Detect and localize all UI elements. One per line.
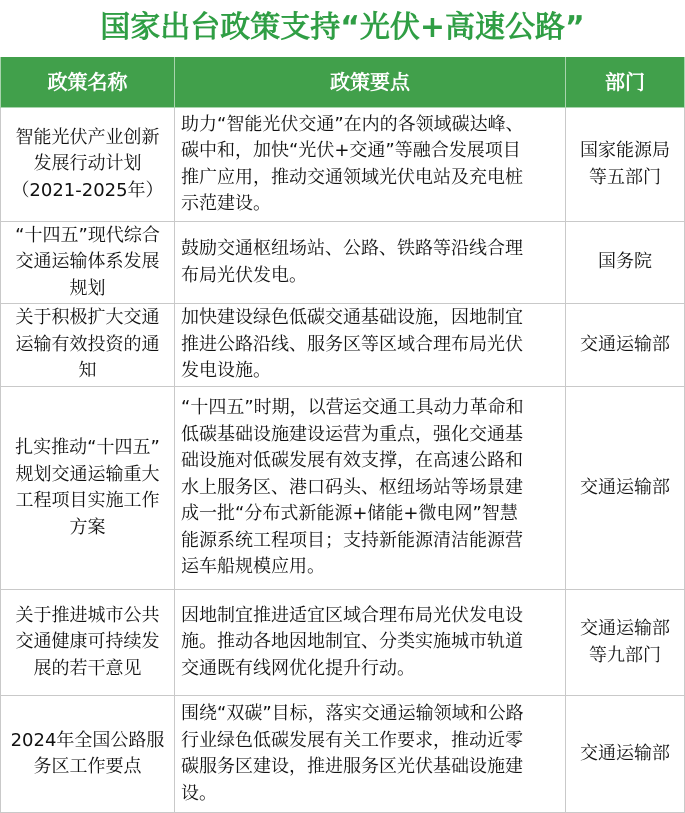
policy-points-line: 鼓励交通枢纽场站、公路、铁路等沿线合理	[181, 238, 523, 259]
policy-points-line: 运车船规模应用。	[181, 556, 325, 578]
department-cell	[566, 108, 685, 222]
department-line: 交通运输部	[580, 742, 670, 764]
table-row	[0, 696, 685, 813]
policy-points-line: 施。推动各地因地制宜、分类实施城市轨道	[181, 631, 523, 653]
policy-points-line: 交通既有线网优化提升行动。	[181, 657, 415, 679]
policy-name-line: 关于推进城市公共	[15, 604, 160, 626]
policy-points-line: 能源系统工程项目；支持新能源清洁能源营	[181, 529, 523, 551]
policy-table	[0, 57, 685, 813]
policy-name-line: 关于积极扩大交通	[15, 307, 160, 329]
department-cell	[566, 304, 685, 387]
policy-points-line: 示范建设。	[181, 193, 271, 214]
policy-points-line: 推进公路沿线、服务区等区域合理布局光伏	[181, 333, 523, 355]
policy-points-line: 布局光伏发电。	[181, 264, 307, 286]
policy-name-line: 展的若干意见	[33, 657, 142, 679]
policy-name-line: （2021-2025年）	[11, 179, 164, 201]
policy-points-line: 碳中和，加快“光伏+交通”等融合发展项目	[181, 140, 521, 161]
policy-points-line: 围绕“双碳”目标，落实交通运输领域和公路	[181, 703, 524, 724]
policy-name-line: 规划	[69, 277, 106, 299]
department-line: 交通运输部	[580, 333, 670, 355]
department-line: 国家能源局	[580, 140, 670, 161]
policy-name-cell	[0, 108, 175, 222]
policy-name-line: 工程项目实施工作	[15, 490, 160, 511]
policy-name-line: 扎实推动“十四五”	[15, 437, 160, 458]
policy-points-cell	[175, 387, 566, 590]
policy-points-cell	[175, 222, 566, 304]
policy-points-line: 水上服务区、港口码头、枢纽场站等场景建	[181, 476, 523, 498]
policy-points-line: 发电设施。	[181, 360, 271, 382]
table-row	[0, 590, 685, 696]
policy-points-cell	[175, 108, 566, 222]
policy-name-line: 交通运输体系发展	[15, 251, 160, 273]
department-line: 国务院	[598, 251, 652, 273]
policy-points-line: 低碳基础设施建设运营为重点，强化交通基	[181, 423, 523, 445]
department-line: 等九部门	[589, 644, 661, 666]
department-line: 交通运输部	[580, 476, 670, 498]
department-cell	[566, 590, 685, 696]
policy-points-line: 推广应用，推动交通领域光伏电站及充电桩	[181, 166, 523, 188]
policy-name-line: 务区工作要点	[33, 756, 142, 777]
policy-points-line: 助力“智能光伏交通”在内的各领域碳达峰、	[181, 113, 524, 135]
policy-name-line: “十四五”现代综合	[15, 224, 160, 246]
department-cell	[566, 696, 685, 813]
policy-name-line: 规划交通运输重大	[15, 463, 160, 485]
policy-name-line: 运输有效投资的通	[15, 333, 160, 355]
policy-name-line: 智能光伏产业创新	[15, 126, 160, 148]
policy-name-cell	[0, 387, 175, 590]
policy-name-cell	[0, 590, 175, 696]
policy-points-line: 碳服务区建设，推进服务区光伏基础设施建	[181, 756, 523, 777]
header-policy-points: 政策要点	[175, 57, 566, 108]
department-cell	[566, 222, 685, 304]
header-policy-name: 政策名称	[0, 57, 175, 108]
table-row	[0, 108, 685, 222]
department-cell	[566, 387, 685, 590]
table-header-row	[0, 57, 685, 108]
header-department: 部门	[566, 57, 685, 108]
policy-points-line: 行业绿色低碳发展有关工作要求，推动近零	[181, 729, 523, 751]
policy-name-cell	[0, 696, 175, 813]
page-title: 国家出台政策支持“光伏+高速公路”	[100, 10, 585, 45]
department-line: 交通运输部	[580, 618, 670, 639]
policy-name-cell	[0, 222, 175, 304]
policy-name-line: 发展行动计划	[33, 153, 142, 175]
department-line: 等五部门	[589, 166, 661, 188]
table-row	[0, 222, 685, 304]
policy-name-cell	[0, 304, 175, 387]
policy-points-line: 设。	[181, 782, 217, 804]
policy-points-cell	[175, 696, 566, 813]
policy-name-line: 知	[78, 360, 97, 382]
policy-name-line: 交通健康可持续发	[15, 631, 160, 653]
policy-points-cell	[175, 304, 566, 387]
policy-points-line: 成一批“分布式新能源+储能+微电网”智慧	[181, 503, 518, 525]
policy-points-line: “十四五”时期，以营运交通工具动力革命和	[181, 397, 524, 419]
policy-points-line: 础设施对低碳发展有效支撑，在高速公路和	[181, 450, 523, 472]
table-row	[0, 387, 685, 590]
policy-name-line: 2024年全国公路服	[10, 729, 165, 751]
policy-points-line: 因地制宜推进适宜区域合理布局光伏发电设	[181, 604, 523, 626]
policy-points-cell	[175, 590, 566, 696]
table-row	[0, 304, 685, 387]
policy-name-line: 方案	[69, 516, 106, 538]
policy-points-line: 加快建设绿色低碳交通基础设施，因地制宜	[181, 307, 523, 329]
